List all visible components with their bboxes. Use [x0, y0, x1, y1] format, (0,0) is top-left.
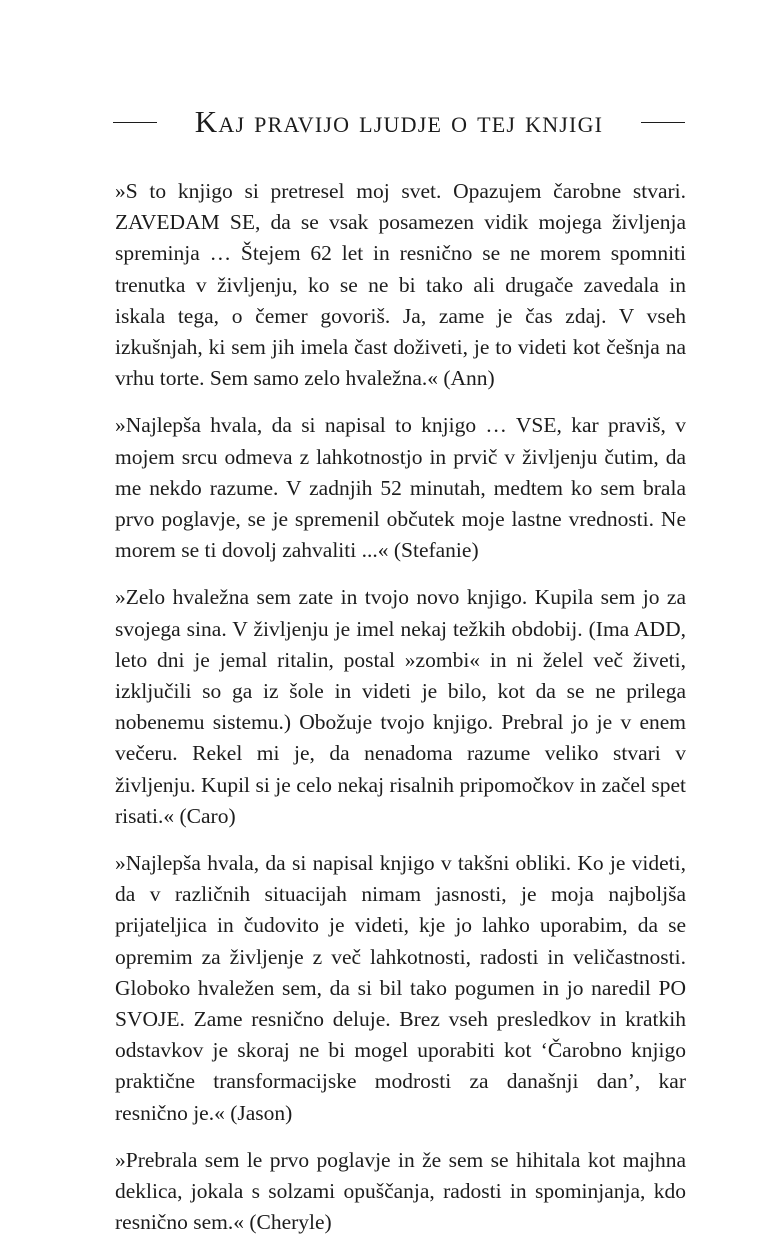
- testimonial-ann: »S to knjigo si pretresel moj svet. Opazujem čarobne stvari. ZAVEDAM SE, da se vsak posamezen vidik mojega življenja spreminja … Štejem 62 let in resnično se ne morem spomniti trenutka v življenju, ko se ne bi tako ali drugače zavedala in iskala tega, o čemer govoriš. Ja, zame je čas zdaj. V vseh izkušnjah, ki sem jih imela čast doživeti, je to videti kot češnja na vrhu torte. Sem samo zelo hvaležna.« (Ann): [115, 179, 686, 391]
- testimonial-cheryle: »Prebrala sem le prvo poglavje in že sem se hihitala kot majhna deklica, jokala s solzami opuščanja, radosti in spominjanja, kdo resnično sem.« (Cheryle): [115, 1147, 686, 1235]
- testimonials-list: [115, 176, 686, 1239]
- section-heading: [113, 100, 685, 144]
- testimonial-jason: »Najlepša hvala, da si napisal knjigo v takšni obliki. Ko je videti, da v različnih situacijah nimam jasnosti, je moja najboljša prijateljica in čudovito je videti, kje jo lahko uporabim, da se opremim za življenje z več lahkotnosti, radosti in veličastnosti. Globoko hvaležen sem, da si bil tako pogumen in jo naredil PO SVOJE. Zame resnično deluje. Brez vseh presledkov in kratkih odstavkov je skoraj ne bi mogel uporabiti kot ‘Čarobno knjigo praktične transformacijske modrosti za današnji dan’, kar resnično je.« (Jason): [115, 851, 686, 1125]
- page-title: Kaj pravijo ljudje o tej knjigi: [194, 104, 604, 139]
- testimonial-stefanie: »Najlepša hvala, da si napisal to knjigo … VSE, kar praviš, v mojem srcu odmeva z lahkotnostjo in prvič v življenju čutim, da me nekdo razume. V zadnjih 52 minutah, medtem ko sem brala prvo poglavje, se je spremenil občutek moje lastne vrednosti. Ne morem se ti dovolj zahvaliti ...« (Stefanie): [115, 413, 686, 563]
- heading-rule-right: [641, 122, 685, 123]
- heading-rule-left: [113, 122, 157, 123]
- testimonial-caro: »Zelo hvaležna sem zate in tvojo novo knjigo. Kupila sem jo za svojega sina. V življenju je imel nekaj težkih obdobij. (Ima ADD, leto dni je jemal ritalin, postal »zombi« in ni želel več živeti, izključili so ga iz šole in videti je bilo, kot da se ne prilega nobenemu sistemu.) Obožuje tvojo knjigo. Prebral jo je v enem večeru. Rekel mi je, da nenadoma razume veliko stvari v življenju. Kupil si je celo nekaj risalnih pripomočkov in začel spet risati.« (Caro): [115, 585, 686, 828]
